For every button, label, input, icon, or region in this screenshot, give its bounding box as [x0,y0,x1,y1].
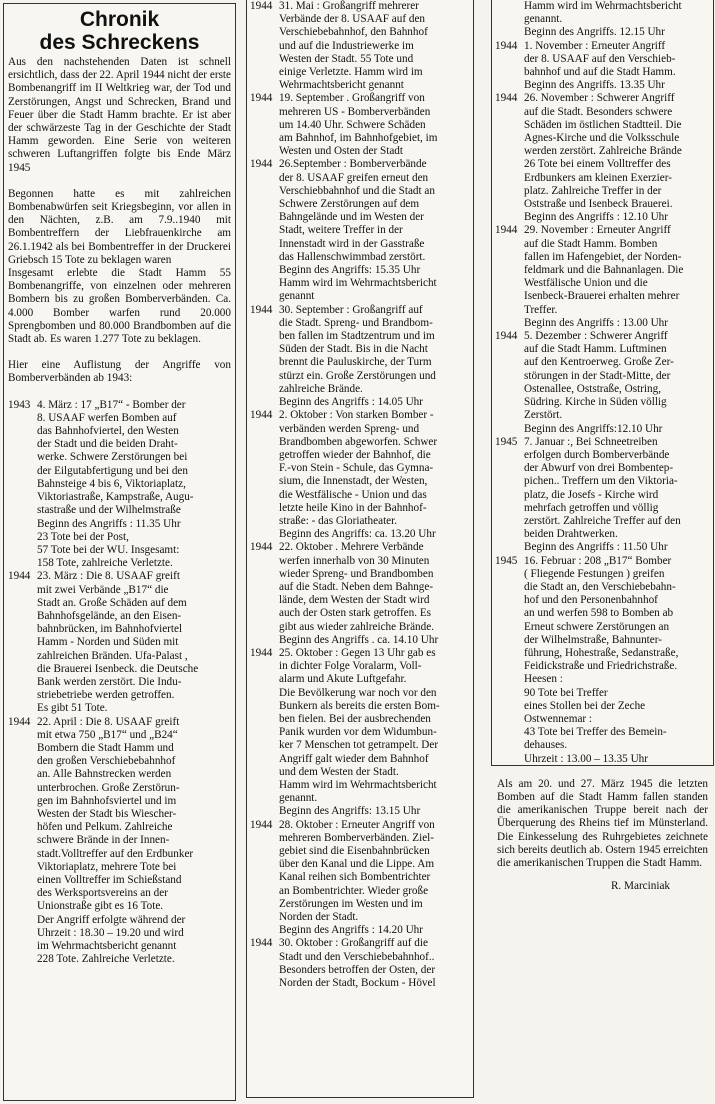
attack-entry [250,819,470,938]
attack-entry [8,716,231,967]
attack-entry [495,436,710,555]
entry-text: 28. Oktober : Erneuter Angriff von mehreren Bomberverbänden. Ziel- gebiet sind die Eisenbahnbrücken über den Kanal und die Lippe. Am Kanal reihen sich Bombentrichter an Bombentrichter. Wieder große Zerstörungen im Westen und im Norden der Stadt. Beginn des Angriffs : 14.20 Uhr [279,818,435,937]
author-signature: R. Marciniak [610,880,670,893]
entry-text: 26.September : Bomberverbände der 8. USAAF greifen erneut den Verschiebbahnhof und die Stadt an Schwere Zerstörungen auf dem Bahngelände und im Westen der Stadt, weitere Treffer in der Innenstadt wird in der Gasstraße das Hallenschwimmbad zerstört. Beginn des Angriffs: 15.35 Uhr Hamm wird im Wehrmachtsbericht genannt [279,158,437,303]
entry-text: 26. November : Schwerer Angriff auf die Stadt. Besonders schwere Schäden im östlichen Stadtteil. Die Agnes-Kirche und die Volksschule werden zerstört. Zahlreiche Brände 26 Tote bei einem Volltreffer des Erdbunkers am kleinen Exerzier- platz. Zahlreiche Treffer in der Oststraße und Isenbeck Brauerei. Beginn des Angriffs : 12.10 Uhr [524,92,682,224]
intro-paragraph: Aus den nachstehenden Daten ist schnell ersichtlich, dass der 22. April 1944 nicht der erste Bombenangriff im II Weltkrieg war, der Tod und Zerstörungen, Angst und Schrecken, Brand und Feuer über die Stadt Hamm brachte. Er ist aber der schwärzeste Tag in der Geschichte der Stadt Hamm geworden. Eine Serie von weiteren schweren Luftangriffen folgte bis Ende März 1945 [8,56,231,174]
list-intro-paragraph: Hier eine Auflistung der Angriffe von Bomberverbänden ab 1943: [8,359,231,385]
entry-text: 2. Oktober : Von starken Bomber - verbänden werden Spreng- und Brandbomben abgeworfen. Schwer getroffen wieder der Bahnhof, die F.-von Stein - Schule, das Gymna- sium, die Innenstadt, der Westen, die Westfälische - Union und das letzte heile Kino in der Bahnhof- straße: - das Gloriatheater. Beginn des Angriffs: ca. 13.20 Uhr [279,409,438,541]
title-line-1: Chronik [79,8,160,31]
attack-list-left [8,399,231,967]
entry-text: 23. März : Die 8. USAAF greift mit zwei Verbände „B17“ die Stadt an. Große Schäden auf dem Bahnhofsgelände, an den Eisen- bahnbrücken, im Bahnhofviertel Hamm - Norden und Süden mit zahlreichen Bränden. Ufa-Palast , die Brauerei Isenbeck. die Deutsche Bank werden zerstört. Die Indu- striebetriebe werden getroffen. Es gibt 51 Tote. [37,570,199,715]
entry-year: 1944 [250,646,273,659]
entry-year: 1944 [250,158,273,171]
entry-year: 1944 [495,330,518,343]
entry-year: 1944 [250,409,273,422]
column-right [491,0,714,893]
attack-entry [250,0,470,92]
entry-text: 25. Oktober : Gegen 13 Uhr gab es in dichter Folge Voralarm, Voll- alarm und Akute Luftgefahr. Die Bevölkerung war noch vor den Bunkern als bereits die ersten Bom- ben fielen. Bei der ausbrechenden Panik wurden vor dem Widumbun- ker 7 Menschen tot getrampelt. Der Angriff galt wieder dem Bahnhof und dem Westen der Stadt. Hamm wird im Wehrmachtsbericht genannt. Beginn des Angriffs: 13.15 Uhr [279,646,440,818]
entry-year: 1944 [250,92,273,105]
attack-entry [250,937,470,990]
entry-text: 22. Oktober . Mehrere Verbände werfen innerhalb von 30 Minuten wieder Spreng- und Brandbomben auf die Stadt. Neben dem Bahnge- lände, dem Westen der Stadt wird auch der Osten stark getroffen. Es gibt aus wieder zahlreiche Brände. Beginn des Angriffs . ca. 14.10 Uhr [279,541,439,646]
entry-year: 1945 [495,554,518,567]
attack-entry [495,330,710,436]
title-line-2: des Schreckens [39,31,200,54]
entry-text: 31. Mai : Großangriff mehrerer Verbände der 8. USAAF auf den Verschiebebahnhof, den Bahnhof und auf die Industriewerke im Westen der Stadt. 55 Tote und einige Verletzte. Hamm wird im Wehrmachtsbericht genannt [279,0,428,92]
column-left [3,3,236,1101]
attack-entry [495,224,710,330]
entry-year: 1945 [495,435,518,448]
closing-paragraph: Als am 20. und 27. März 1945 die letzten Bomben auf die Stadt Hamm fallen standen die amerikanischen Truppe bereit nach der Überquerung des Rheins tief im Münsterland. Die Einkesselung des Ruhrgebietes zeichnete sich bereits deutlich ab. Ostern 1945 erreichten die amerikanischen Truppen die Stadt Hamm. [497,777,708,869]
entry-text: 22. April : Die 8. USAAF greift mit etwa 750 „B17“ und „B24“ Bombern die Stadt Hamm und den großen Verschiebebahnhof an. Alle Bahnstrecken werden unterbrochen. Große Zerstörun- gen im Bahnhofsviertel und im Westen der Stadt bis Wiescher- höfen und Pelkum. Zahlreiche schwere Brände in der Innen- stadt.Volltreffer auf den Erdbunker Viktoriaplatz, mehrere Tote bei einen Volltreffer im Schießstand des Werksportsvereins an der Unionstraße gibt es 16 Tote. Der Angriff erfolgte während der Uhrzeit : 18.30 – 19.20 und wird im Wehrmachtsbericht genannt 228 Tote. Zahlreiche Verletzte. [37,715,194,966]
entry-year: 1944 [495,39,518,52]
entry-year: 1944 [8,715,31,728]
entry-text: 1. November : Erneuter Angriff der 8. USAAF auf den Verschieb- bahnhof und auf die Stadt Hamm. Beginn des Angriffs. 13.35 Uhr [524,39,676,92]
attack-entry [250,541,470,647]
entry-text: 29. November : Erneuter Angriff auf die Stadt Hamm. Bomben fallen im Hafengebiet, der Norden- feldmark und die Bahnanlagen. Die Westfälische Union und die Isenbeck-Brauerei erhalten mehrer Treffer. Beginn des Angriffs : 13.00 Uhr [524,224,684,329]
attack-entry [250,409,470,541]
statistics-paragraph: Insgesamt erlebte die Stadt Hamm 55 Bombenangriffe, von einzelnen oder mehreren Bombern bis zu großen Bomberverbänden. Ca. 4.000 Bomber warfen rund 20.000 Sprengbomben und 80.000 Brandbomben auf die Stadt ab. Es waren 1.277 Tote zu beklagen. [8,267,231,346]
attack-entry [495,92,710,224]
attack-entry [250,92,470,158]
entry-text: 30. September : Großangriff auf die Stadt. Spreng- und Brandbom- ben fallen im Stadtzentrum und im Süden der Stadt. Bis in die Nacht brennt die Pauluskirche, der Turm stürzt ein. Große Zerstörungen und zahlreiche Brände. Beginn des Angriffs : 14.05 Uhr [279,303,436,409]
entry-text: 19. September . Großangriff von mehreren US - Bomberverbänden um 14.40 Uhr. Schwere Schäden am Bahnhof, im Bahnhofgebiet, im Westen und Osten der Stadt [279,92,438,158]
attack-entry [495,40,710,93]
entry-year: 1944 [250,0,273,12]
entry-year: 1944 [250,818,273,831]
entry-year: 1944 [495,224,518,237]
entry-year: 1944 [250,541,273,554]
entry-year: 1944 [8,570,31,583]
attack-entry [250,647,470,819]
entry-text: 16. Februar : 208 „B17“ Bomber ( Fliegende Festungen ) greifen die Stadt an, den Verschiebebahn- hof und den Personenbahnhof an und werfen 598 to Bomben ab Erneut schwere Zerstörungen an der Wilhelmstraße, Bahnunter- führung, Hohestraße, Sedanstraße, Feidickstraße und Friedrichstraße. Heesen : 90 Tote bei Treffer eines Stollen bei der Zeche Ostwennemar : 43 Tote bei Treffer des Bemein- dehauses. Uhrzeit : 13.00 – 13.35 Uhr [524,554,679,765]
history-paragraph: Begonnen hatte es mit zahlreichen Bombenabwürfen seit Kriegsbeginn, vor allen in den Nächten, z.B. am 7.9..1940 mit Bombentreffern der Liebfrauenkirche am 26.1.1942 als bei Bombentreffer in der Druckerei Griebsch 15 Tote zu beklagen waren [8,187,231,266]
entry-year: 1944 [250,937,273,950]
entry-text: 30. Oktober : Großangriff auf die Stadt und den Verschiebebahnhof.. Besonders betroffen der Osten, der Norden der Stadt, Bockum - Hövel [279,937,436,990]
column-middle [246,0,474,1098]
attack-entry [250,158,470,303]
attack-entry [495,555,710,766]
entry-text: 5. Dezember : Schwerer Angriff auf die Stadt Hamm. Luftminen auf den Kentroerweg. Große Zer- störungen in der Stadt-Mitte, der Ostenallee, Oststraße, Ostring, Südring. Kirche in Süden völlig Zerstört. Beginn des Angriffs:12.10 Uhr [524,330,674,435]
continued-entry-text: Hamm wird im Wehrmachtsbericht genannt. Beginn des Angriffs. 12.15 Uhr [524,0,682,39]
attack-entry [250,304,470,410]
article-title [8,8,231,54]
entry-year: 1943 [8,398,31,411]
attack-entry [8,570,231,715]
entry-year: 1944 [495,92,518,105]
entry-text: 7. Januar :, Bei Schneetreiben erfolgen durch Bomberverbände der Abwurf von drei Bombentep- pichen.. Treffern um den Viktoria- platz, die Josefs - Kirche wird mehrfach getroffen und völlig zerstört. Zahlreiche Treffer auf den beiden Drahtwerken. Beginn des Angriffs : 11.50 Uhr [524,435,681,554]
attack-entry [8,399,231,571]
entry-text: 4. März : 17 „B17“ - Bomber der 8. USAAF werfen Bomben auf das Bahnhofviertel, den Westen der Stadt und die beiden Draht- werke. Schwere Zerstörungen bei der Eilgutabfertigung und bei den Bahnsteige 4 bis 6, Viktoriaplatz, Viktoriastraße, Kampstraße, Augu- stastraße und der Wilhelmstraße Beginn des Angriffs : 11.35 Uhr 23 Tote bei der Post, 57 Tote bei der WU. Insgesamt: 158 Tote, zahlreiche Verletzte. [37,398,194,570]
entry-year: 1944 [250,303,273,316]
